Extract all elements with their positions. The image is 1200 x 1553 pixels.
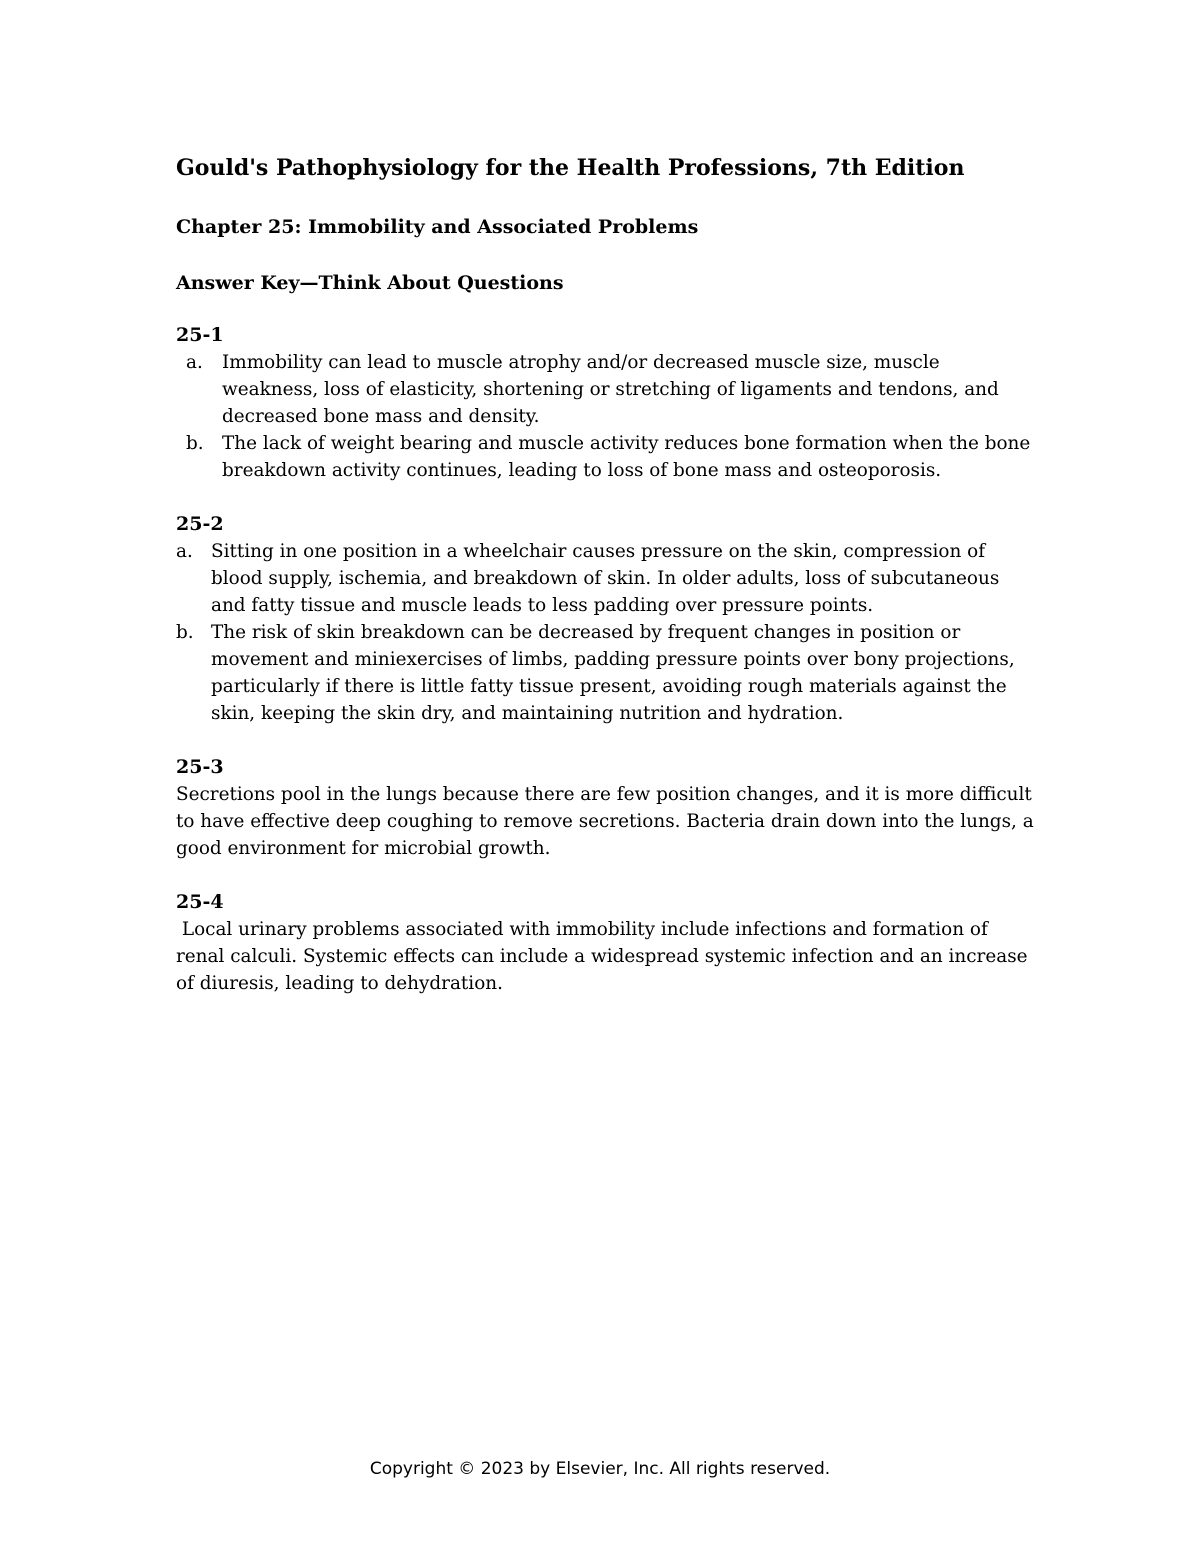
answer-item	[176, 538, 1036, 619]
answer-paragraph: Local urinary problems associated with immobility include infections and formation of renal calculi. Systemic effects can include a widespread systemic infection and an increase of diuresis, leading to dehydration.	[176, 919, 1034, 994]
question-heading: 25-3	[176, 756, 224, 778]
question-heading: 25-2	[176, 513, 224, 535]
answer-item	[176, 430, 1036, 484]
answer-item	[176, 349, 1036, 430]
copyright-footer: Copyright © 2023 by Elsevier, Inc. All rights reserved.	[369, 1459, 831, 1479]
answer-list	[176, 538, 1036, 727]
question-section-25-2	[176, 511, 1036, 727]
question-section-25-4	[176, 889, 1036, 997]
question-heading: 25-4	[176, 891, 224, 913]
answer-text: Immobility can lead to muscle atrophy and/or decreased muscle size, muscle weakness, loss of elasticity, shortening or stretching of ligaments and tendons, and decreased bone mass and density.	[222, 352, 999, 427]
answer-list	[176, 349, 1036, 484]
question-heading: 25-1	[176, 324, 224, 346]
question-section-25-1	[176, 322, 1036, 484]
list-marker: a.	[176, 541, 193, 562]
chapter-title: Chapter 25: Immobility and Associated Problems	[176, 216, 699, 238]
question-section-25-3	[176, 754, 1036, 862]
list-marker: b.	[186, 433, 204, 454]
answer-text: The risk of skin breakdown can be decreased by frequent changes in position or movement and miniexercises of limbs, padding pressure points over bony projections, particularly if there is little fatty tissue present, avoiding rough materials against the skin, keeping the skin dry, and maintaining nutrition and hydration.	[211, 622, 1015, 724]
answer-text: Sitting in one position in a wheelchair causes pressure on the skin, compression of blood supply, ischemia, and breakdown of skin. In older adults, loss of subcutaneous and fatty tissue and muscle leads to less padding over pressure points.	[211, 541, 1000, 616]
document-content	[176, 150, 1036, 1024]
answer-item	[176, 619, 1036, 727]
list-marker: b.	[176, 622, 194, 643]
list-marker: a.	[186, 352, 203, 373]
answer-key-title: Answer Key—Think About Questions	[176, 272, 564, 294]
answer-text: The lack of weight bearing and muscle activity reduces bone formation when the bone breakdown activity continues, leading to loss of bone mass and osteoporosis.	[222, 433, 1031, 481]
answer-paragraph: Secretions pool in the lungs because there are few position changes, and it is more difficult to have effective deep coughing to remove secretions. Bacteria drain down into the lungs, a good environment for microbial growth.	[176, 784, 1034, 859]
book-title: Gould's Pathophysiology for the Health Professions, 7th Edition	[176, 155, 965, 181]
